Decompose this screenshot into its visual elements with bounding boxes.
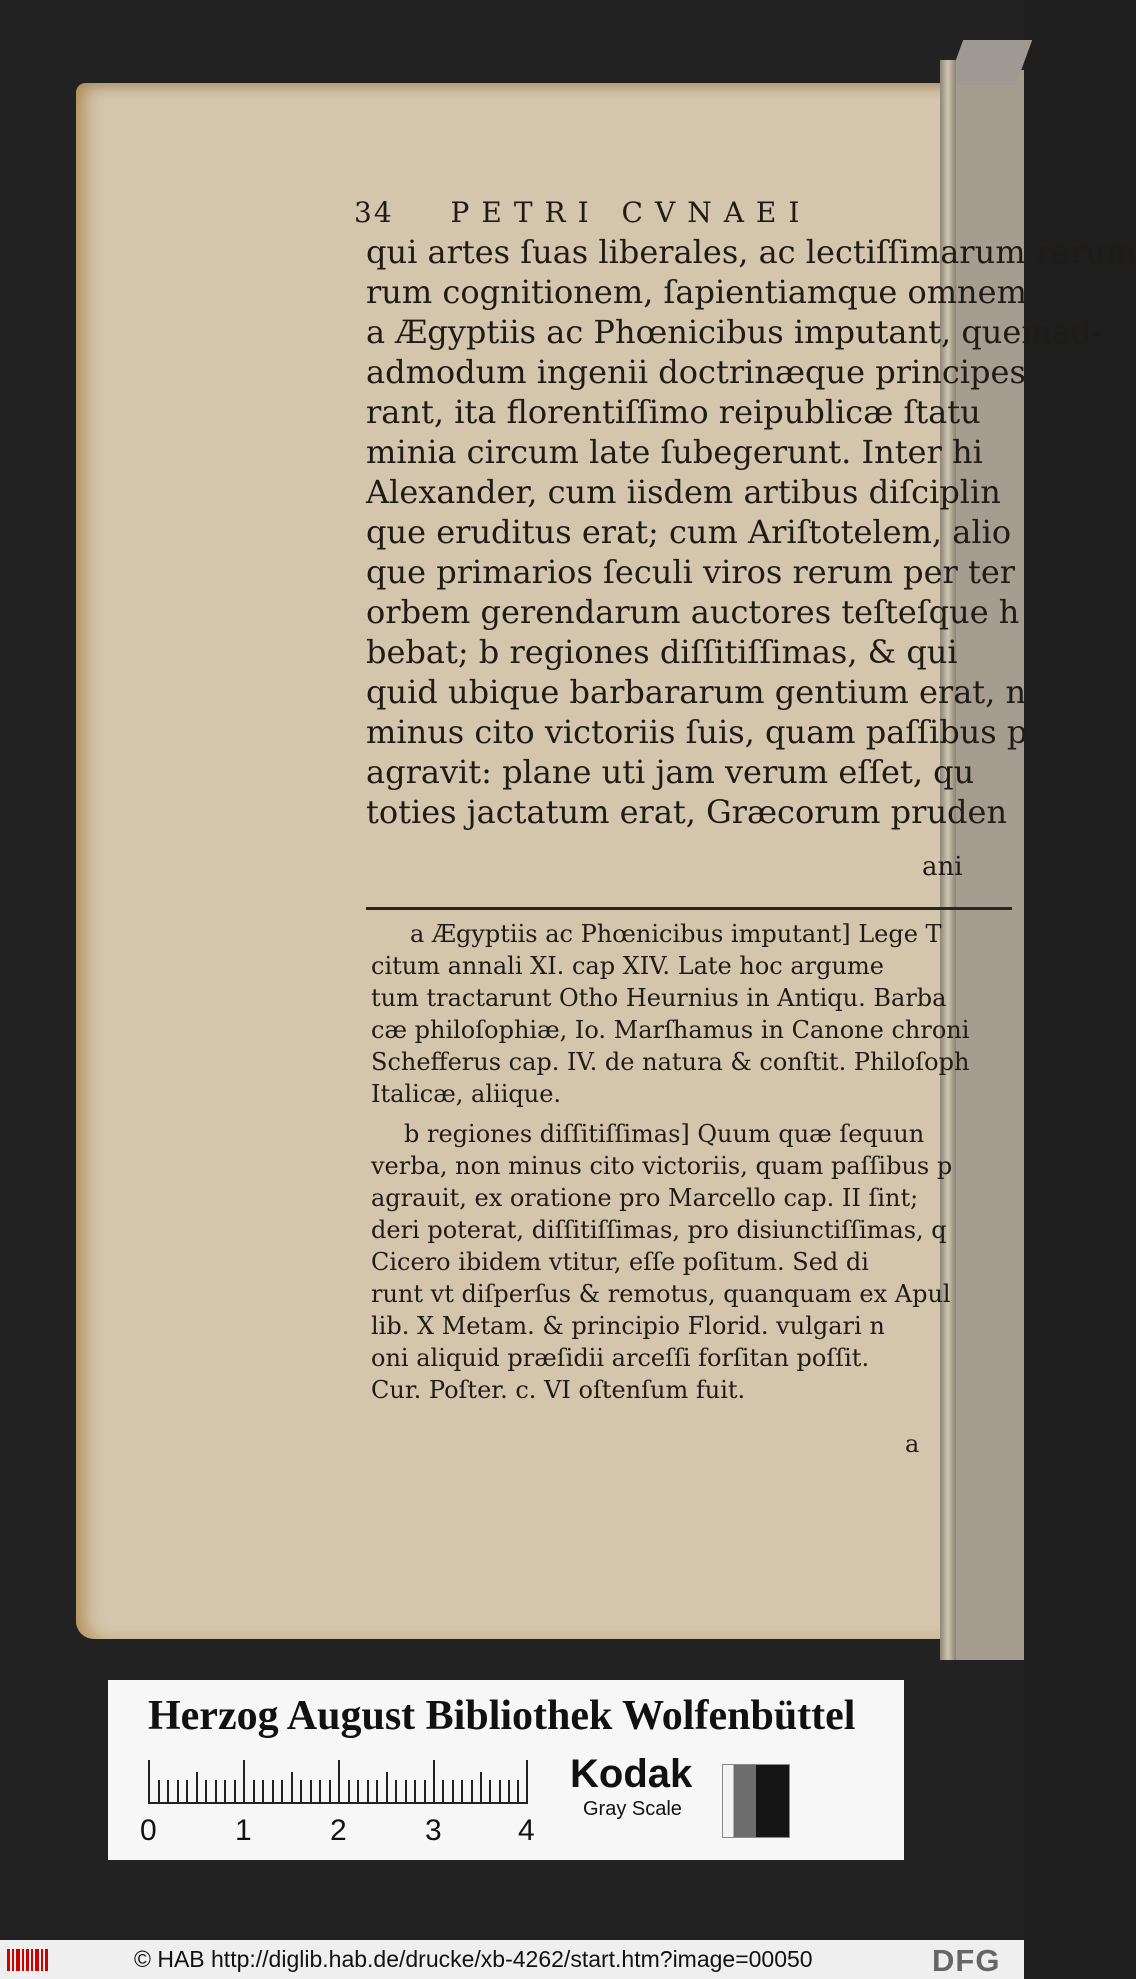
gray-swatch (722, 1764, 790, 1838)
body-line: minia circum late ſubegerunt. Inter hi (366, 433, 983, 471)
body-line: Alexander, cum iisdem artibus diſciplin (366, 473, 1001, 511)
body-line: minus cito victoriis ſuis, quam paſſibus p (366, 713, 1028, 751)
running-head (354, 196, 811, 229)
footnote-line: verba, non minus cito victoriis, quam paſſibus p (371, 1152, 953, 1180)
color-card (108, 1680, 904, 1860)
copyright-link[interactable]: © HAB http://diglib.hab.de/drucke/xb-4262/start.htm?image=00050 (134, 1946, 813, 1972)
body-line: que eruditus erat; cum Ariſtotelem, alio (366, 513, 1012, 551)
footnote-line: agrauit, ex oratione pro Marcello cap. II ſint; (371, 1184, 919, 1212)
body-line: rant, ita florentiſſimo reipublicæ ſtatu (366, 393, 981, 431)
footnote-line: citum annali XI. cap XIV. Late hoc argume (371, 952, 884, 980)
footnote-line: tum tractarunt Otho Heurnius in Antiqu. Barba (371, 984, 947, 1012)
scale-number: 3 (425, 1814, 442, 1847)
body-line: a Ægyptiis ac Phœnicibus imputant, quemad- (366, 313, 1103, 351)
body-line: agravit: plane uti jam verum eſſet, qu (366, 753, 975, 791)
scale-ruler (148, 1760, 528, 1804)
footnote-line: Schefferus cap. IV. de natura & conſtit. Philoſoph (371, 1048, 970, 1076)
body-line: qui artes ſuas liberales, ac lectiſſimarum rerum (366, 233, 1136, 271)
body-line: quid ubique barbararum gentium erat, n (366, 673, 1027, 711)
body-line: admodum ingenii doctrinæque principes (366, 353, 1026, 391)
kodak-logo: Kodak (570, 1752, 693, 1796)
dfg-logo: DFG (932, 1943, 1001, 1978)
scale-number: 2 (330, 1814, 347, 1847)
footnote-catchword: a (905, 1430, 920, 1458)
catchword: ani (922, 852, 963, 882)
footnote-line: a Ægyptiis ac Phœnicibus imputant] Lege T (410, 920, 942, 948)
body-line: que primarios ſeculi viros rerum per ter (366, 553, 1016, 591)
footnote-line: oni aliquid præſidii arceſſi forſitan poſſit. (371, 1344, 870, 1372)
footnote-line: Italicæ, aliique. (371, 1080, 562, 1108)
footnote-line: Cicero ibidem vtitur, eſſe poſitum. Sed di (371, 1248, 869, 1276)
footnote-line: deri poterat, diſſitiſſimas, pro disiunctiſſimas, q (371, 1216, 947, 1244)
footnote-line: runt vt diſperſus & remotus, quanquam ex Apul (371, 1280, 951, 1308)
scale-number: 0 (140, 1814, 157, 1847)
page-number: 34 (354, 196, 394, 229)
running-title: PETRI CVNAEI (450, 196, 812, 229)
library-name: Herzog August Bibliothek Wolfenbüttel (148, 1693, 856, 1739)
scale-number: 4 (518, 1814, 535, 1847)
footnote-line: lib. X Metam. & principio Florid. vulgari n (371, 1312, 885, 1340)
body-line: rum cognitionem, ſapientiamque omnem (366, 273, 1027, 311)
scale-number: 1 (235, 1814, 252, 1847)
footnote-line: b regiones diſſitiſſimas] Quum quæ ſequun (404, 1120, 925, 1148)
footnote-rule (366, 907, 1012, 910)
footnote-line: Cur. Poſter. c. VI oſtenſum fuit. (371, 1376, 746, 1404)
footnote-line: cæ philoſophiæ, Io. Marſhamus in Canone chroni (371, 1016, 970, 1044)
body-line: bebat; b regiones diſſitiſſimas, & qui (366, 633, 958, 671)
gray-scale-label: Gray Scale (583, 1798, 682, 1820)
footer-bar (0, 1940, 1024, 1979)
body-line: toties jactatum erat, Græcorum pruden (366, 793, 1008, 831)
barcode-icon (6, 1946, 50, 1974)
body-line: orbem gerendarum auctores teſteſque h (366, 593, 1020, 631)
